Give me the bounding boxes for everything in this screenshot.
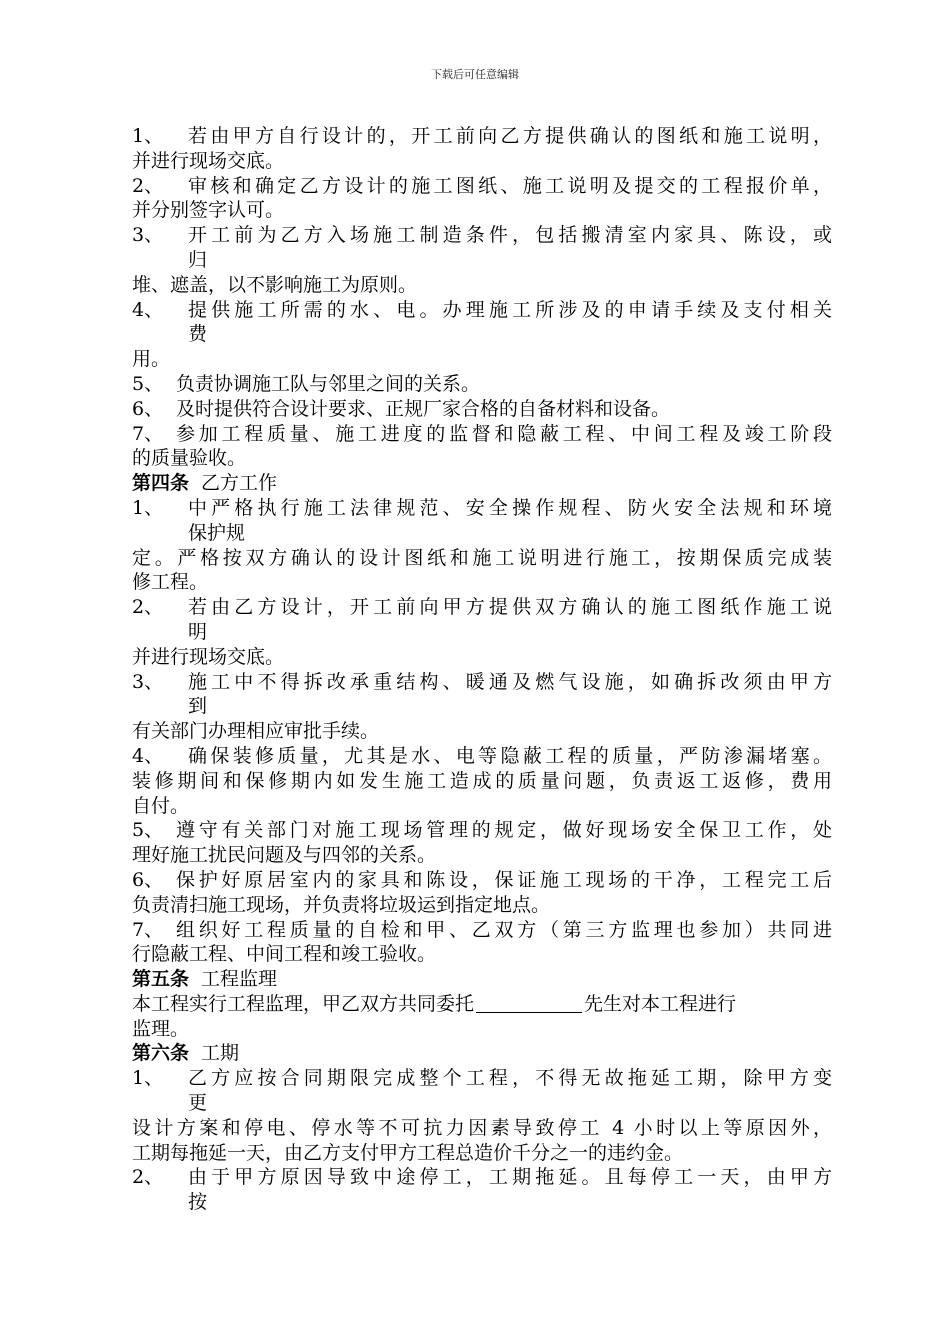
list-item — [132, 174, 832, 199]
item-number: 3、 — [132, 224, 164, 247]
item-number: 6、 — [132, 868, 164, 891]
page-header: 下载后可任意编辑 — [431, 68, 519, 81]
text-line: 自付。 — [132, 794, 190, 817]
item-number: 2、 — [132, 1166, 164, 1189]
item-text: 中严格执行施工法律规范、安全操作规程、防火安全法规和环境 — [188, 496, 832, 519]
text-line: 装修期间和保修期内如发生施工造成的质量问题，负责返工返修，费用 — [132, 769, 832, 792]
item-number: 2、 — [132, 174, 164, 197]
list-item — [132, 595, 832, 620]
item-number: 4、 — [132, 298, 164, 321]
list-item — [132, 422, 832, 447]
section-heading — [132, 471, 832, 496]
item-number: 1、 — [132, 1067, 164, 1090]
text-line: 修工程。 — [132, 571, 209, 594]
text-line: 行隐蔽工程、中间工程和竣工验收。 — [132, 943, 437, 966]
item-number: 2、 — [132, 596, 164, 619]
section-label: 第四条 — [132, 472, 190, 495]
list-item — [132, 744, 832, 769]
list-item — [132, 918, 832, 943]
text-line: 监理。 — [132, 1017, 190, 1040]
text-line: 负责清扫施工现场，并负责将垃圾运到指定地点。 — [132, 893, 551, 916]
list-item — [132, 670, 832, 695]
item-text: 负责协调施工队与邻里之间的关系。 — [176, 372, 481, 395]
item-text: 开工前为乙方入场施工制造条件，包括搬清室内家具、陈设，或 — [188, 224, 832, 247]
list-item — [132, 397, 832, 422]
list-item — [132, 1165, 832, 1190]
section-label: 第五条 — [132, 968, 190, 991]
item-number: 7、 — [132, 918, 164, 941]
text-line: 有关部门办理相应审批手续。 — [132, 720, 380, 743]
item-number: 4、 — [132, 744, 164, 767]
item-text: 组织好工程质量的自检和甲、乙双方（第三方监理也参加）共同进 — [176, 918, 832, 941]
item-text: 及时提供符合设计要求、正规厂家合格的自备材料和设备。 — [176, 397, 671, 420]
text-line: 明 — [188, 620, 208, 643]
list-item — [132, 496, 832, 521]
text-line: 定。严格按双方确认的设计图纸和施工说明进行施工，按期保质完成装 — [132, 546, 832, 569]
item-text: 提供施工所需的水、电。办理施工所涉及的申请手续及支付相关 — [188, 298, 832, 321]
text-line: 保护规 — [188, 521, 246, 544]
item-text: 参加工程质量、施工进度的监督和隐蔽工程、中间工程及竣工阶段 — [176, 422, 832, 445]
fill-in-blank — [476, 994, 582, 1013]
text-line: 归 — [188, 248, 208, 271]
text-line: 设计方案和停电、停水等不可抗力因素导致停工 4 小时以上等原因外， — [132, 1116, 832, 1139]
item-number: 1、 — [132, 496, 164, 519]
item-text: 若由乙方设计，开工前向甲方提供双方确认的施工图纸作施工说 — [188, 596, 832, 619]
text-line: 按 — [188, 1191, 208, 1214]
item-number: 3、 — [132, 670, 164, 693]
item-text: 由于甲方原因导致中途停工，工期拖延。且每停工一天，由甲方 — [188, 1166, 832, 1189]
text-line: 并分别签字认可。 — [132, 199, 285, 222]
item-text: 保护好原居室内的家具和陈设，保证施工现场的干净，工程完工后 — [176, 868, 832, 891]
text-line: 并进行现场交底。 — [132, 645, 285, 668]
text-line: 并进行现场交底。 — [132, 149, 285, 172]
item-text: 遵守有关部门对施工现场管理的规定，做好现场安全保卫工作，处 — [176, 819, 832, 842]
list-item — [132, 818, 832, 843]
text-segment: 本工程实行工程监理，甲乙双方共同委托 — [132, 992, 475, 1015]
document-body — [132, 124, 832, 1215]
text-line: 堆、遮盖，以不影响施工为原则。 — [132, 273, 418, 296]
list-item — [132, 223, 832, 248]
text-line: 理好施工扰民问题及与四邻的关系。 — [132, 844, 437, 867]
section-label: 第六条 — [132, 1042, 190, 1065]
item-text: 若由甲方自行设计的，开工前向乙方提供确认的图纸和施工说明， — [188, 125, 832, 147]
section-heading — [132, 1041, 832, 1066]
item-text: 乙方应按合同期限完成整个工程，不得无故拖延工期，除甲方变 — [188, 1067, 832, 1090]
item-number: 5、 — [132, 372, 164, 395]
text-line: 费 — [188, 323, 208, 346]
text-line — [132, 992, 832, 1017]
text-line: 更 — [188, 1092, 208, 1115]
section-title: 工期 — [201, 1042, 240, 1065]
list-item — [132, 124, 832, 149]
list-item — [132, 1066, 832, 1091]
list-item — [132, 298, 832, 323]
text-line: 到 — [188, 695, 208, 718]
item-number: 1、 — [132, 125, 164, 147]
text-segment: 先生对本工程进行 — [584, 992, 737, 1015]
item-number: 6、 — [132, 397, 164, 420]
item-number: 7、 — [132, 422, 164, 445]
section-title: 乙方工作 — [201, 472, 278, 495]
text-line: 工期每拖延一天，由乙方支付甲方工程总造价千分之一的违约金。 — [132, 1141, 684, 1164]
item-text: 施工中不得拆改承重结构、暖通及燃气设施，如确拆改须由甲方 — [188, 670, 832, 693]
section-title: 工程监理 — [201, 968, 278, 991]
list-item — [132, 372, 832, 397]
text-line: 用。 — [132, 348, 171, 371]
section-heading — [132, 967, 832, 992]
text-line: 的质量验收。 — [132, 447, 247, 470]
item-text: 审核和确定乙方设计的施工图纸、施工说明及提交的工程报价单， — [188, 174, 832, 197]
item-number: 5、 — [132, 819, 164, 842]
item-text: 确保装修质量，尤其是水、电等隐蔽工程的质量，严防渗漏堵塞。 — [188, 744, 832, 767]
list-item — [132, 868, 832, 893]
